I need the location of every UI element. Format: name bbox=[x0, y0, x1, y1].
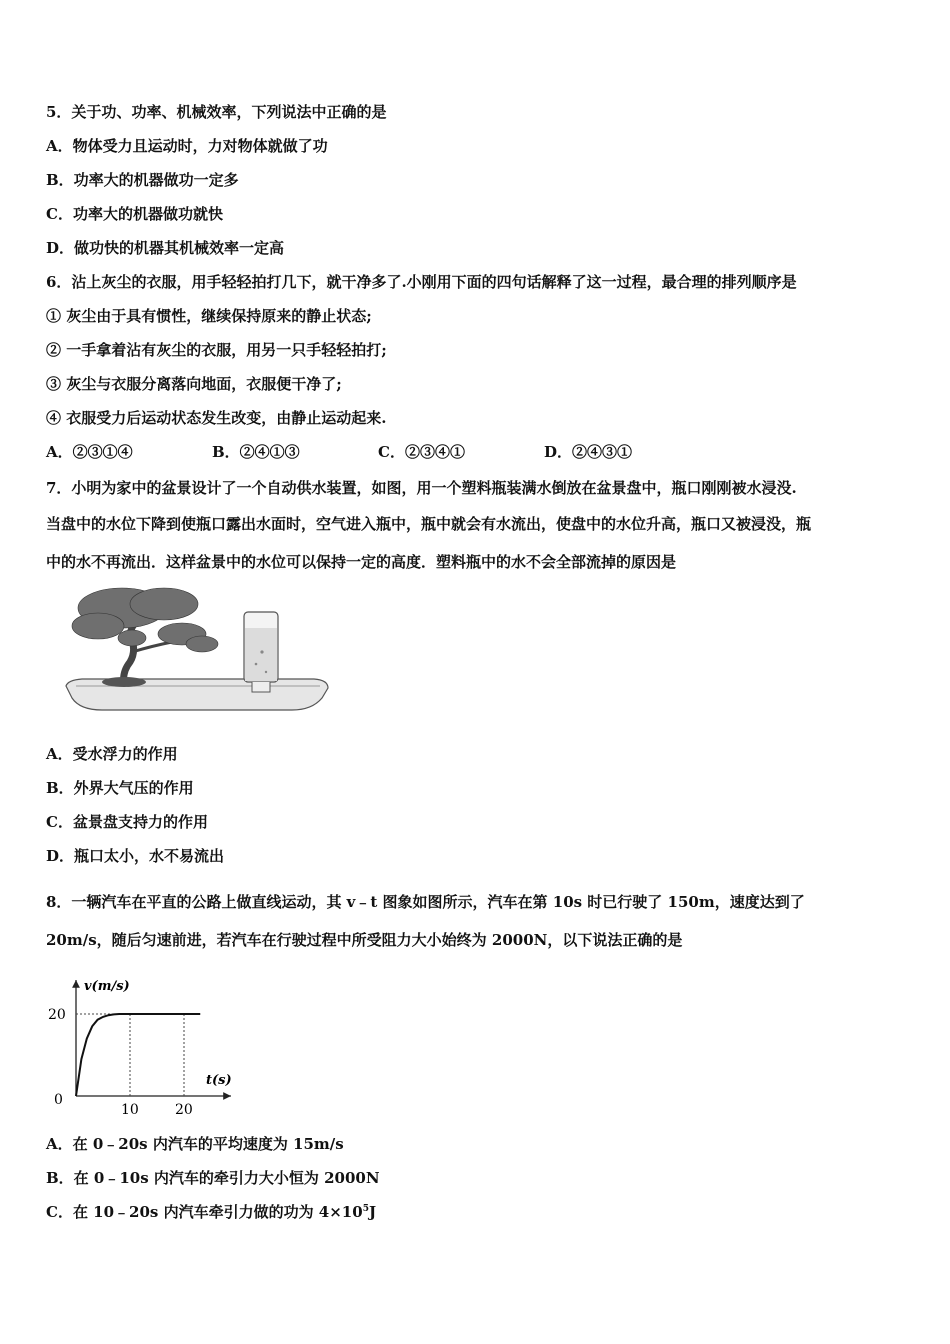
q6-options bbox=[46, 442, 710, 462]
origin-label: 0 bbox=[54, 1092, 63, 1108]
q5-option-b: B．功率大的机器做功一定多 bbox=[46, 171, 239, 189]
q7-stem-line-1: 7．小明为家中的盆景设计了一个自动供水装置，如图，用一个塑料瓶装满水倒放在盆景盘中，瓶口刚刚被水浸没. bbox=[46, 479, 797, 497]
soil-mound bbox=[102, 677, 146, 687]
x-tick-20: 20 bbox=[175, 1102, 193, 1118]
q5-option-a: A．物体受力且运动时，力对物体就做了功 bbox=[46, 137, 328, 155]
q8-option-c-unit: J bbox=[368, 1203, 377, 1221]
q8-option-c bbox=[46, 1202, 376, 1222]
q6-statement-3: ③ 灰尘与衣服分离落向地面，衣服便干净了; bbox=[46, 375, 342, 393]
q8-option-c-text: C．在 10﹣20s 内汽车牵引力做的功为 4×10 bbox=[46, 1203, 363, 1221]
q6-statement-4: ④ 衣服受力后运动状态发生改变，由静止运动起来. bbox=[46, 409, 387, 427]
x-tick-10: 10 bbox=[121, 1102, 139, 1118]
q6-statement-2: ② 一手拿着沾有灰尘的衣服，用另一只手轻轻拍打; bbox=[46, 341, 387, 359]
velocity-curve bbox=[76, 1014, 200, 1096]
q5-stem: 5．关于功、功率、机械效率，下列说法中正确的是 bbox=[46, 103, 387, 121]
q7-stem-line-3: 中的水不再流出．这样盆景中的水位可以保持一定的高度．塑料瓶中的水不会全部流掉的原因是 bbox=[46, 553, 677, 571]
tree-foliage bbox=[72, 588, 218, 652]
q8-option-b: B．在 0﹣10s 内汽车的牵引力大小恒为 2000N bbox=[46, 1169, 380, 1187]
vt-marks bbox=[48, 1007, 200, 1118]
q8-stem-line-1: 8．一辆汽车在平直的公路上做直线运动，其 v﹣t 图象如图所示，汽车在第 10s 时已行驶了 150m，速度达到了 bbox=[46, 893, 805, 911]
x-axis-label: t(s) bbox=[206, 1073, 232, 1088]
q8-option-a: A．在 0﹣20s 内汽车的平均速度为 15m/s bbox=[46, 1135, 344, 1153]
q5-option-c: C．功率大的机器做功就快 bbox=[46, 205, 223, 223]
q8-stem-line-2: 20m/s，随后匀速前进，若汽车在行驶过程中所受阻力大小始终为 2000N，以下说法正确的是 bbox=[46, 931, 683, 949]
inverted-bottle bbox=[244, 612, 278, 692]
q7-option-b: B．外界大气压的作用 bbox=[46, 779, 194, 797]
vt-graph bbox=[46, 972, 246, 1122]
bonsai-water-supply-figure bbox=[62, 582, 334, 724]
y-tick-20: 20 bbox=[48, 1007, 66, 1023]
q7-option-d: D．瓶口太小，水不易流出 bbox=[46, 847, 225, 865]
q6-option-a: A．②③①④ bbox=[46, 443, 133, 461]
q5-option-d: D．做功快的机器其机械效率一定高 bbox=[46, 239, 285, 257]
q7-option-c: C．盆景盘支持力的作用 bbox=[46, 813, 208, 831]
q6-statement-1: ① 灰尘由于具有惯性，继续保持原来的静止状态; bbox=[46, 307, 372, 325]
q6-stem: 6．沾上灰尘的衣服，用手轻轻拍打几下，就干净多了.小刚用下面的四句话解释了这一过程，最合理的排列顺序是 bbox=[46, 273, 797, 291]
q7-option-a: A．受水浮力的作用 bbox=[46, 745, 178, 763]
q6-option-c: C．②③④① bbox=[378, 443, 465, 461]
q6-option-d: D．②④③① bbox=[544, 443, 633, 461]
y-axis-label: v(m/s) bbox=[84, 979, 130, 994]
q7-stem-line-2: 当盘中的水位下降到使瓶口露出水面时，空气进入瓶中，瓶中就会有水流出，使盘中的水位升高，瓶口又被浸没，瓶 bbox=[46, 515, 812, 533]
q6-option-b: B．②④①③ bbox=[212, 443, 300, 461]
q8-option-c-exponent: 5 bbox=[362, 1204, 369, 1214]
